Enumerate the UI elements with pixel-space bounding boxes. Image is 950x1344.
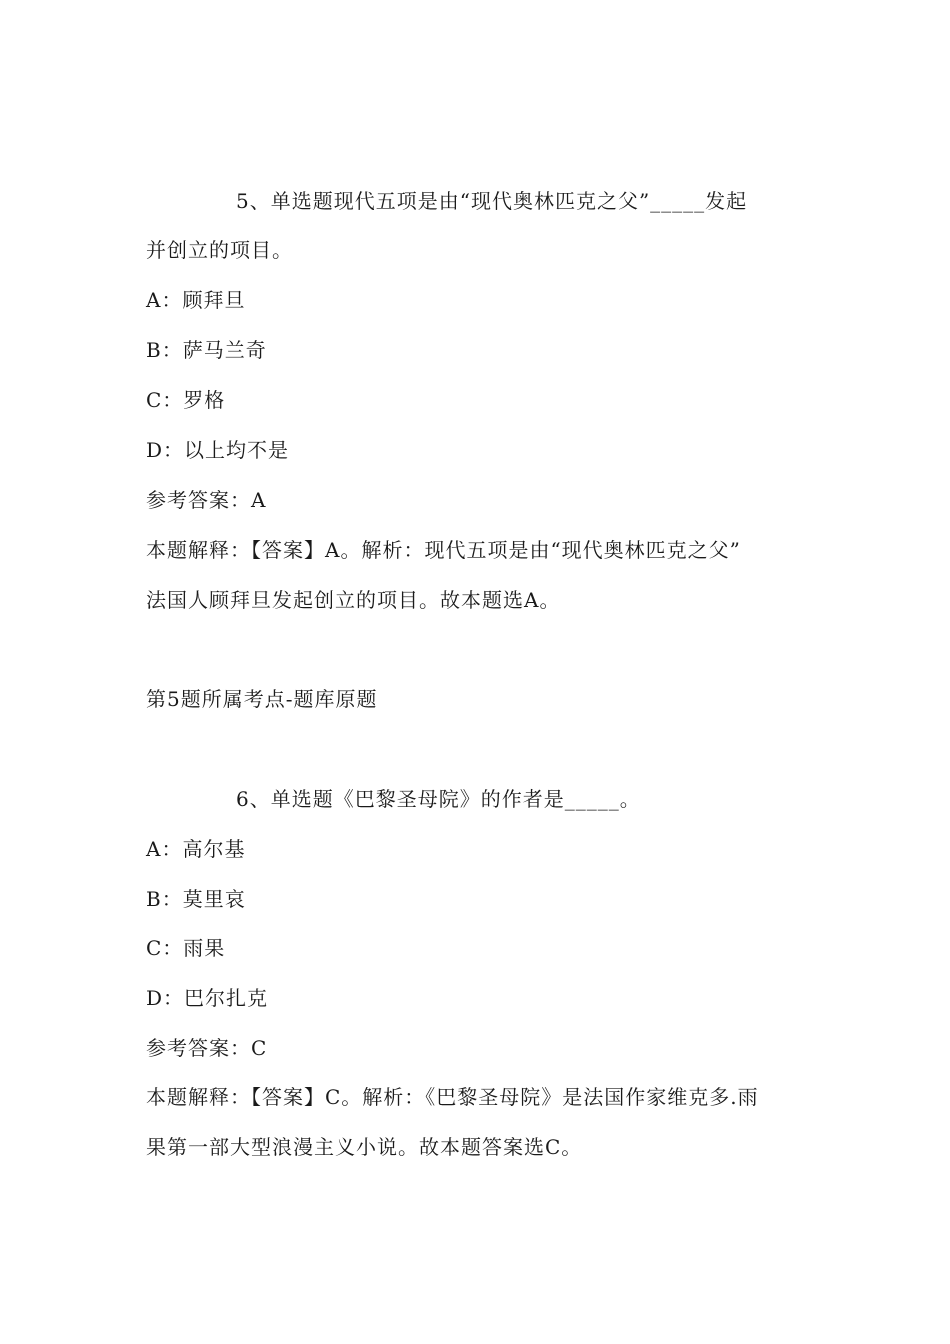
question-6-option-a: A：高尔基 [146,837,246,861]
question-6-option-b: B：莫里哀 [146,887,246,911]
question-5-option-b: B：萨马兰奇 [146,338,267,362]
question-5-explanation-line-1: 本题解释：【答案】A。解析：现代五项是由“现代奥林匹克之父” [146,538,741,562]
question-5-option-d: D：以上均不是 [146,438,290,462]
question-5-topic: 第5题所属考点-题库原题 [146,687,378,711]
question-6-option-c: C：雨果 [146,936,226,960]
question-5-stem-line-1: 5、单选题现代五项是由“现代奥林匹克之父”_____发起 [236,189,748,213]
question-6-stem-line-1: 6、单选题《巴黎圣母院》的作者是_____。 [236,787,641,811]
question-6-option-d: D：巴尔扎克 [146,986,269,1010]
question-5-option-c: C：罗格 [146,388,226,412]
question-5-answer: 参考答案：A [146,488,267,512]
question-5-stem-line-2: 并创立的项目。 [146,238,293,262]
question-5-explanation-line-2: 法国人顾拜旦发起创立的项目。故本题选A。 [146,588,561,612]
question-6-answer: 参考答案：C [146,1036,268,1060]
question-6-explanation-line-1: 本题解释：【答案】C。解析：《巴黎圣母院》是法国作家维克多.雨 [146,1085,759,1109]
question-6-explanation-line-2: 果第一部大型浪漫主义小说。故本题答案选C。 [146,1135,583,1159]
question-5-option-a: A：顾拜旦 [146,288,246,312]
